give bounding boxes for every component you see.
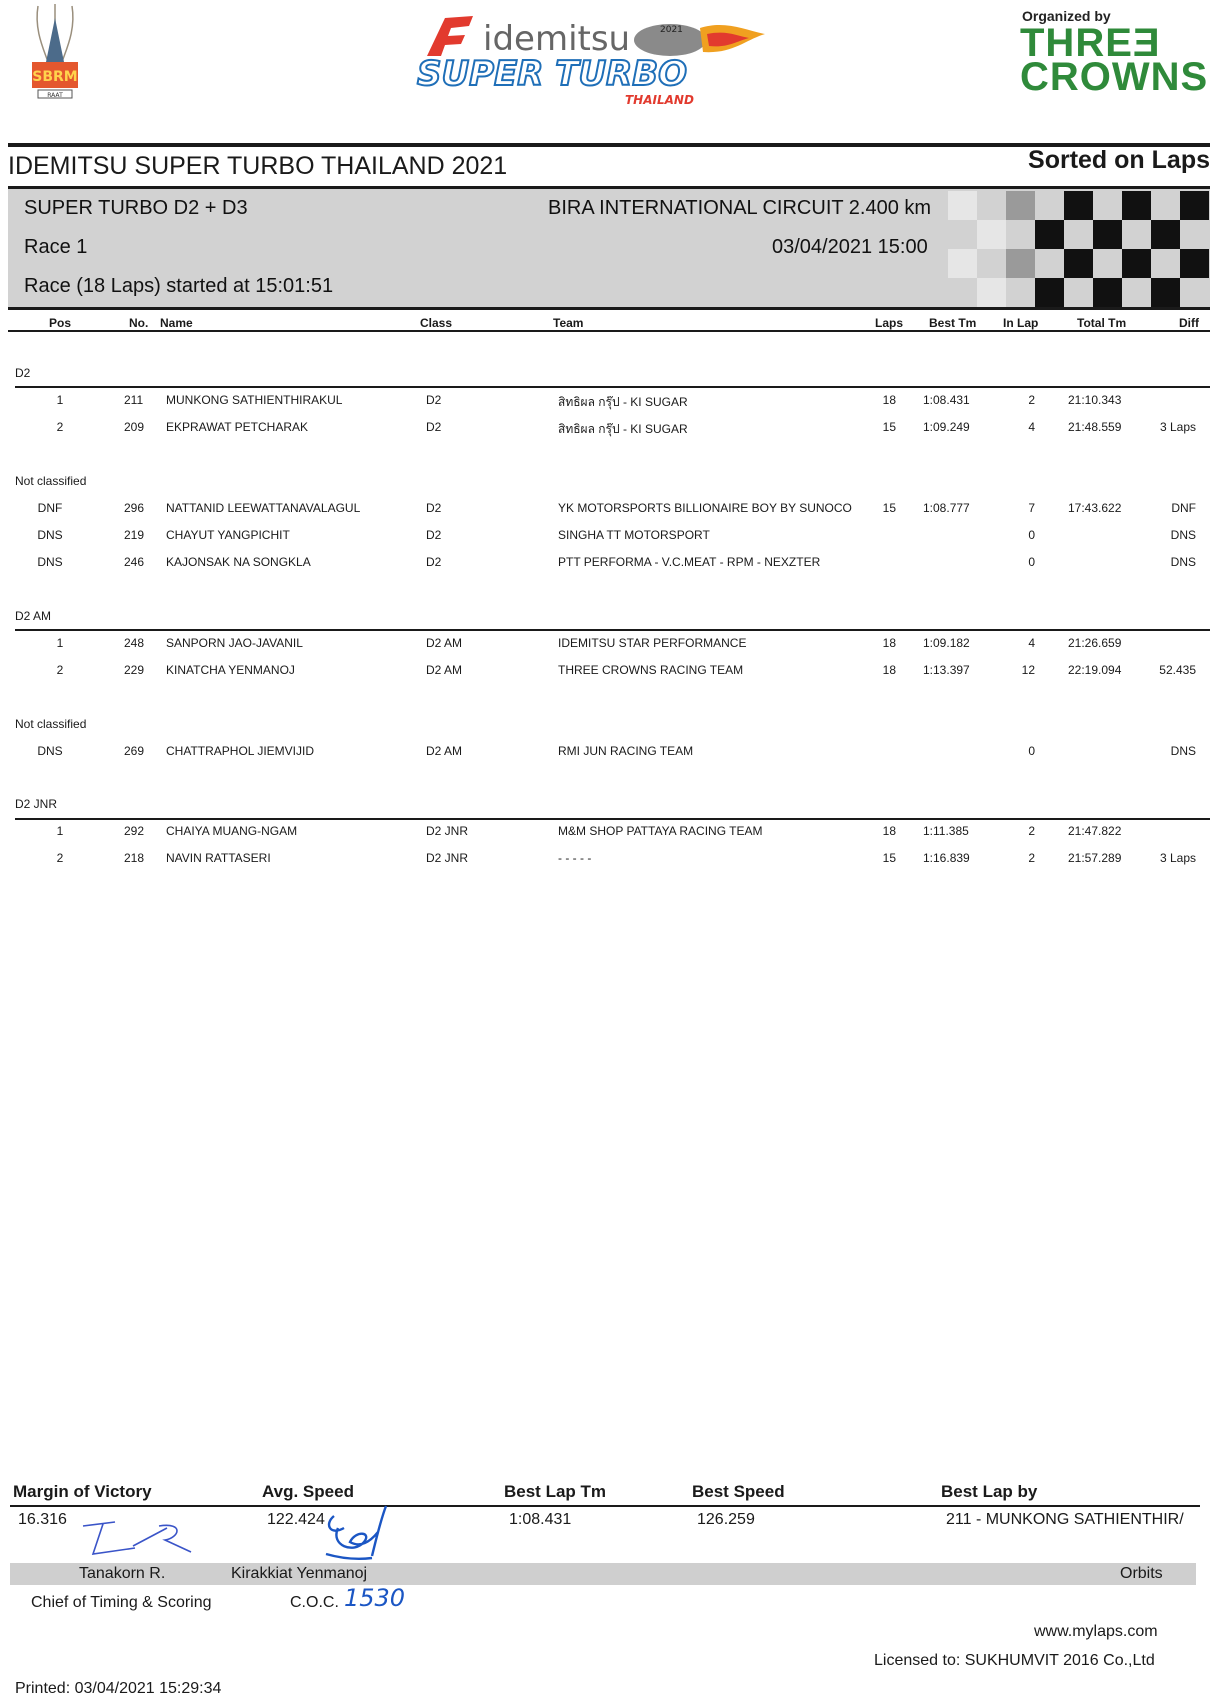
cell-best-tm: 1:09.249 (923, 420, 970, 434)
col-no: No. (129, 316, 149, 330)
cell-team: M&M SHOP PATTAYA RACING TEAM (558, 824, 763, 838)
cell-class: D2 (426, 528, 442, 542)
race-name: Race 1 (24, 236, 88, 258)
col-laps: Laps (875, 316, 904, 330)
cell-pos: 1 (56, 824, 64, 838)
orbits-label: Orbits (1120, 1565, 1163, 1582)
raat-logo (24, 0, 86, 100)
svg-text:THAILAND: THAILAND (625, 93, 694, 107)
cell-best-tm: 1:08.431 (923, 393, 970, 407)
checker-square (948, 249, 977, 278)
cell-team: SINGHA TT MOTORSPORT (558, 528, 710, 542)
cell-pos: 1 (56, 393, 64, 407)
checker-square (977, 278, 1006, 307)
cell-in-lap: 4 (1028, 636, 1035, 650)
three-crowns-line1: THREƎ (1020, 21, 1161, 65)
margin-of-victory-value: 16.316 (18, 1511, 67, 1528)
cell-in-lap: 0 (1028, 555, 1035, 569)
cell-diff: DNS (1170, 555, 1196, 569)
signature-coc (320, 1502, 400, 1562)
cell-diff: DNF (1171, 501, 1196, 515)
cell-in-lap: 0 (1028, 528, 1035, 542)
website-text: www.mylaps.com (1034, 1623, 1158, 1640)
avg-speed-value: 122.424 (267, 1511, 325, 1528)
cell-name: NATTANID LEEWATTANAVALAGUL (166, 501, 361, 515)
cell-pos: DNS (37, 555, 63, 569)
cell-total-tm: 21:57.289 (1068, 851, 1122, 865)
cell-in-lap: 12 (1021, 663, 1035, 677)
svg-text:SUPER TURBO: SUPER TURBO (417, 54, 688, 94)
class-rule (15, 818, 1210, 820)
cell-name: EKPRAWAT PETCHARAK (166, 420, 309, 434)
sort-label: Sorted on Laps (1028, 146, 1210, 174)
cell-name: KINATCHA YENMANOJ (166, 663, 295, 677)
cell-class: D2 (426, 501, 442, 515)
cell-pos: DNS (37, 528, 63, 542)
cell-class: D2 JNR (426, 851, 469, 865)
cell-in-lap: 4 (1028, 420, 1035, 434)
margin-of-victory-label: Margin of Victory (13, 1482, 152, 1501)
cell-pos: DNF (37, 501, 63, 515)
checker-square (1122, 249, 1151, 278)
cell-no: 219 (124, 528, 145, 542)
checker-square (1093, 220, 1122, 249)
best-lap-tm-label: Best Lap Tm (504, 1482, 607, 1501)
class-label: D2 (15, 366, 31, 380)
cell-in-lap: 7 (1028, 501, 1035, 515)
cell-pos: 2 (56, 663, 64, 677)
cell-name: NAVIN RATTASERI (166, 851, 271, 865)
idemitsu-super-turbo-logo (415, 10, 790, 110)
cell-best-tm: 1:11.385 (923, 824, 969, 838)
best-speed-value: 126.259 (697, 1511, 755, 1528)
cell-no: 246 (124, 555, 145, 569)
svg-text:SBRM: SBRM (32, 69, 78, 85)
checker-square (1064, 191, 1093, 220)
cell-no: 269 (124, 744, 145, 758)
handwritten-time: 1530 (344, 1584, 406, 1612)
class-rule (15, 386, 1210, 388)
cell-team: PTT PERFORMA - V.C.MEAT - RPM - NEXZTER (558, 555, 821, 569)
class-label: Not classified (15, 474, 87, 488)
col-class: Class (420, 316, 453, 330)
cell-team: YK MOTORSPORTS BILLIONAIRE BOY BY SUNOCO (558, 501, 852, 515)
cell-laps: 15 (882, 851, 896, 865)
cell-no: 296 (124, 501, 145, 515)
cell-total-tm: 17:43.622 (1068, 501, 1122, 515)
cell-total-tm: 21:26.659 (1068, 636, 1122, 650)
checker-square (1151, 220, 1180, 249)
cell-name: MUNKONG SATHIENTHIRAKUL (166, 393, 343, 407)
cell-team: THREE CROWNS RACING TEAM (558, 663, 744, 677)
class-rule (15, 629, 1210, 631)
printed-timestamp: Printed: 03/04/2021 15:29:34 (15, 1680, 222, 1697)
cell-diff: DNS (1170, 528, 1196, 542)
best-lap-tm-value: 1:08.431 (509, 1511, 572, 1528)
cell-class: D2 AM (426, 663, 463, 677)
cell-name: CHAIYA MUANG-NGAM (166, 824, 298, 838)
cell-team: IDEMITSU STAR PERFORMANCE (558, 636, 747, 650)
race-datetime: 03/04/2021 15:00 (772, 236, 928, 258)
checker-square (1064, 249, 1093, 278)
cell-diff: 3 Laps (1159, 420, 1196, 434)
signature-band (10, 1563, 1196, 1585)
cell-name: CHATTRAPHOL JIEMVIJID (166, 744, 315, 758)
cell-diff: DNS (1170, 744, 1196, 758)
cell-in-lap: 0 (1028, 744, 1035, 758)
cell-laps: 18 (882, 393, 896, 407)
col-best-tm: Best Tm (929, 316, 977, 330)
cell-diff: 52.435 (1159, 663, 1196, 677)
cell-no: 292 (124, 824, 145, 838)
signature-timing-chief (75, 1508, 205, 1558)
circuit-name: BIRA INTERNATIONAL CIRCUIT 2.400 km (548, 197, 932, 219)
cell-team: RMI JUN RACING TEAM (558, 744, 694, 758)
coc-role: C.O.C. (290, 1594, 339, 1611)
class-label: D2 AM (15, 609, 52, 623)
timing-chief-name: Tanakorn R. (79, 1565, 166, 1582)
cell-no: 209 (124, 420, 145, 434)
col-name: Name (160, 316, 193, 330)
coc-name: Kirakkiat Yenmanoj (231, 1565, 368, 1582)
cell-laps: 15 (882, 420, 896, 434)
cell-total-tm: 21:48.559 (1068, 420, 1122, 434)
event-title: IDEMITSU SUPER TURBO THAILAND 2021 (8, 152, 508, 180)
cell-name: CHAYUT YANGPICHIT (166, 528, 290, 542)
cell-no: 248 (124, 636, 145, 650)
best-lap-by-label: Best Lap by (941, 1482, 1038, 1501)
footer-rule (10, 1505, 1200, 1507)
cell-best-tm: 1:08.777 (923, 501, 970, 515)
col-team: Team (553, 316, 584, 330)
cell-total-tm: 21:10.343 (1068, 393, 1122, 407)
checker-square (1093, 278, 1122, 307)
cell-class: D2 AM (426, 744, 463, 758)
cell-total-tm: 21:47.822 (1068, 824, 1122, 838)
series-name: SUPER TURBO D2 + D3 (24, 197, 248, 219)
best-speed-label: Best Speed (692, 1482, 785, 1501)
col-in-lap: In Lap (1003, 316, 1039, 330)
cell-class: D2 (426, 420, 442, 434)
svg-text:idemitsu: idemitsu (483, 19, 631, 59)
cell-team: สิทธิผล กรุ๊ป - KI SUGAR (558, 422, 688, 436)
cell-in-lap: 2 (1028, 393, 1035, 407)
cell-best-tm: 1:16.839 (923, 851, 970, 865)
checker-square (948, 191, 977, 220)
three-crowns-logo (1020, 21, 1209, 99)
best-lap-by-value: 211 - MUNKONG SATHIENTHIR/ (946, 1511, 1184, 1528)
cell-name: SANPORN JAO-JAVANIL (166, 636, 303, 650)
checker-square (1180, 191, 1209, 220)
race-info-box (8, 186, 1210, 310)
timing-chief-role: Chief of Timing & Scoring (31, 1594, 212, 1611)
cell-laps: 18 (882, 636, 896, 650)
cell-diff: 3 Laps (1159, 851, 1196, 865)
column-header-rule (8, 330, 1210, 332)
cell-best-tm: 1:09.182 (923, 636, 970, 650)
cell-in-lap: 2 (1028, 824, 1035, 838)
class-label: Not classified (15, 717, 87, 731)
cell-class: D2 AM (426, 636, 463, 650)
col-pos: Pos (49, 316, 72, 330)
cell-team: - - - - - (558, 851, 592, 865)
cell-no: 229 (124, 663, 145, 677)
avg-speed-label: Avg. Speed (262, 1482, 354, 1501)
cell-pos: 1 (56, 636, 64, 650)
checker-square (977, 220, 1006, 249)
checker-square (1006, 249, 1035, 278)
col-diff: Diff (1179, 316, 1199, 330)
cell-no: 211 (124, 393, 144, 407)
cell-best-tm: 1:13.397 (923, 663, 970, 677)
class-label: D2 JNR (15, 797, 58, 811)
cell-total-tm: 22:19.094 (1068, 663, 1122, 677)
col-total-tm: Total Tm (1077, 316, 1127, 330)
race-start-info: Race (18 Laps) started at 15:01:51 (24, 275, 334, 297)
cell-no: 218 (124, 851, 145, 865)
cell-pos: 2 (56, 420, 64, 434)
cell-team: สิทธิผล กรุ๊ป - KI SUGAR (558, 395, 688, 409)
checkered-flag-graphic (948, 189, 1210, 307)
checker-square (1035, 220, 1064, 249)
checker-square (1151, 278, 1180, 307)
checker-square (1122, 191, 1151, 220)
cell-class: D2 JNR (426, 824, 469, 838)
checker-square (1180, 249, 1209, 278)
cell-laps: 18 (882, 663, 896, 677)
svg-text:RAAT: RAAT (47, 92, 63, 99)
three-crowns-line2: CROWNS (1020, 55, 1209, 99)
cell-name: KAJONSAK NA SONGKLA (166, 555, 311, 569)
cell-laps: 18 (882, 824, 896, 838)
cell-laps: 15 (882, 501, 896, 515)
cell-pos: 2 (56, 851, 64, 865)
cell-in-lap: 2 (1028, 851, 1035, 865)
checker-square (1035, 278, 1064, 307)
checker-square (1006, 191, 1035, 220)
cell-class: D2 (426, 555, 442, 569)
license-text: Licensed to: SUKHUMVIT 2016 Co.,Ltd (874, 1652, 1155, 1669)
cell-class: D2 (426, 393, 442, 407)
organized-by-label: Organized by (1022, 8, 1111, 24)
cell-pos: DNS (37, 744, 63, 758)
svg-text:2021: 2021 (660, 25, 683, 35)
